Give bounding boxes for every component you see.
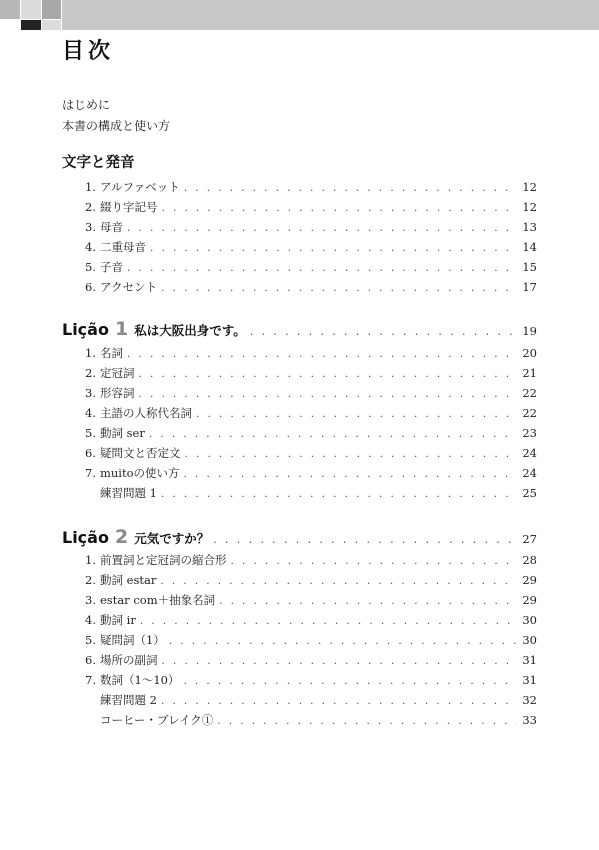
entry-page: 31 xyxy=(522,673,537,687)
entry-text: 前置詞と定冠詞の縮合形 xyxy=(100,553,227,567)
entry-page: 31 xyxy=(522,653,537,667)
lesson-2-heading[interactable] xyxy=(62,526,537,548)
lesson-title: 元気ですか？ xyxy=(134,531,210,546)
entry-text: コーヒー・ブレイク① xyxy=(100,713,214,727)
decor-square xyxy=(42,20,61,30)
toc-entry[interactable] xyxy=(62,385,537,403)
entry-text: 二重母音 xyxy=(100,240,146,254)
entry-page: 25 xyxy=(522,486,537,500)
decor-square xyxy=(42,0,61,19)
entry-page: 13 xyxy=(522,220,537,234)
entry-page: 22 xyxy=(522,406,537,420)
dot-leader xyxy=(184,182,517,194)
entry-page: 17 xyxy=(522,280,537,294)
lesson-1-heading[interactable] xyxy=(62,318,537,340)
toc-entry[interactable] xyxy=(62,632,537,650)
entry-number: 6. xyxy=(85,653,96,667)
entry-text: 主語の人称代名詞 xyxy=(100,406,192,420)
entry-number: 7. xyxy=(85,466,96,480)
header-bar xyxy=(62,0,599,30)
dot-leader xyxy=(162,655,518,667)
toc-entry-exercise[interactable] xyxy=(62,485,537,503)
entry-text: 名詞 xyxy=(100,346,123,360)
entry-text: 動詞 ir xyxy=(100,613,136,627)
dot-leader xyxy=(149,428,517,440)
toc-entry[interactable] xyxy=(62,552,537,570)
dot-leader xyxy=(162,202,518,214)
toc-entry[interactable] xyxy=(62,425,537,443)
entry-number: 3. xyxy=(85,220,96,234)
toc-intro-how-to-use[interactable]: 本書の構成と使い方 xyxy=(62,119,171,133)
entry-number: 4. xyxy=(85,240,96,254)
toc-entry[interactable] xyxy=(62,445,537,463)
entry-number: 3. xyxy=(85,386,96,400)
page-title: 目次 xyxy=(62,39,115,64)
entry-number: 4. xyxy=(85,406,96,420)
dot-leader xyxy=(161,695,517,707)
entry-number: 6. xyxy=(85,446,96,460)
toc-entry[interactable] xyxy=(62,465,537,483)
entry-page: 21 xyxy=(522,366,537,380)
entry-number: 7. xyxy=(85,673,96,687)
toc-entry[interactable] xyxy=(62,612,537,630)
entry-text: 場所の副詞 xyxy=(100,653,158,667)
dot-leader xyxy=(196,408,517,420)
entry-text: 綴り字記号 xyxy=(100,200,158,214)
decor-square xyxy=(0,0,20,19)
entry-page: 30 xyxy=(522,613,537,627)
entry-text: 子音 xyxy=(100,260,123,274)
entry-page: 20 xyxy=(522,346,537,360)
dot-leader xyxy=(219,595,517,607)
entry-number: 5. xyxy=(85,260,96,274)
entry-page: 29 xyxy=(522,573,537,587)
entry-number: 1. xyxy=(85,180,96,194)
entry-page: 23 xyxy=(522,426,537,440)
toc-entry[interactable] xyxy=(62,259,537,277)
entry-number: 4. xyxy=(85,613,96,627)
dot-leader xyxy=(150,242,517,254)
toc-entry[interactable] xyxy=(62,179,537,197)
dot-leader xyxy=(184,468,517,480)
entry-page: 19 xyxy=(522,324,537,338)
entry-page: 28 xyxy=(522,553,537,567)
dot-leader xyxy=(185,448,518,460)
dot-leader xyxy=(127,222,517,234)
toc-entry[interactable] xyxy=(62,365,537,383)
entry-number: 5. xyxy=(85,633,96,647)
dot-leader xyxy=(169,635,517,647)
entry-page: 22 xyxy=(522,386,537,400)
entry-page: 29 xyxy=(522,593,537,607)
entry-number: 3. xyxy=(85,593,96,607)
entry-text: 母音 xyxy=(100,220,123,234)
toc-entry[interactable] xyxy=(62,592,537,610)
lesson-word: Lição xyxy=(62,320,109,339)
entry-page: 33 xyxy=(522,713,537,727)
entry-page: 30 xyxy=(522,633,537,647)
dot-leader xyxy=(127,348,517,360)
entry-page: 24 xyxy=(522,466,537,480)
dot-leader xyxy=(231,555,518,567)
dot-leader xyxy=(160,575,517,587)
lesson-number: 2 xyxy=(114,526,129,548)
entry-text: 動詞 estar xyxy=(100,573,157,587)
dot-leader xyxy=(161,488,517,500)
toc-entry[interactable] xyxy=(62,239,537,257)
dot-leader xyxy=(250,325,517,338)
entry-number: 2. xyxy=(85,573,96,587)
toc-entry[interactable] xyxy=(62,279,537,297)
entry-text: 数詞（1～10） xyxy=(100,673,180,687)
decor-square-dark xyxy=(21,20,41,30)
entry-text: 練習問題 2 xyxy=(100,693,157,707)
toc-entry[interactable] xyxy=(62,219,537,237)
toc-entry[interactable] xyxy=(62,652,537,670)
entry-text: アルファベット xyxy=(100,180,180,194)
toc-entry[interactable] xyxy=(62,345,537,363)
toc-entry[interactable] xyxy=(62,405,537,423)
entry-text: 疑問詞（1） xyxy=(100,633,165,647)
lesson-title: 私は大阪出身です。 xyxy=(134,323,246,338)
lesson-word: Lição xyxy=(62,528,109,547)
entry-text: 疑問文と否定文 xyxy=(100,446,181,460)
entry-text: 練習問題 1 xyxy=(100,486,157,500)
entry-number: 6. xyxy=(85,280,96,294)
toc-entry[interactable] xyxy=(62,672,537,690)
entry-page: 24 xyxy=(522,446,537,460)
entry-text: 形容詞 xyxy=(100,386,135,400)
entry-page: 32 xyxy=(522,693,537,707)
entry-number: 5. xyxy=(85,426,96,440)
entry-page: 12 xyxy=(522,200,537,214)
lesson-number: 1 xyxy=(114,318,129,340)
entry-number: 2. xyxy=(85,366,96,380)
decor-square xyxy=(21,0,41,19)
toc-intro-hajimeni[interactable]: はじめに xyxy=(62,98,111,112)
entry-text: estar com＋抽象名詞 xyxy=(100,593,216,607)
dot-leader xyxy=(140,615,517,627)
entry-page: 27 xyxy=(522,532,537,546)
dot-leader xyxy=(213,533,517,546)
toc-entry[interactable] xyxy=(62,199,537,217)
toc-entry-exercise[interactable] xyxy=(62,692,537,710)
entry-text: 定冠詞 xyxy=(100,366,135,380)
toc-entry-coffee-break[interactable] xyxy=(62,712,537,730)
dot-leader xyxy=(217,715,517,727)
entry-number: 1. xyxy=(85,553,96,567)
dot-leader xyxy=(139,388,518,400)
entry-page: 14 xyxy=(522,240,537,254)
entry-number: 1. xyxy=(85,346,96,360)
entry-page: 15 xyxy=(522,260,537,274)
entry-page: 12 xyxy=(522,180,537,194)
entry-text: muitoの使い方 xyxy=(100,466,180,480)
toc-entry[interactable] xyxy=(62,572,537,590)
section-title[interactable]: 文字と発音 xyxy=(62,155,135,171)
entry-text: 動詞 ser xyxy=(100,426,145,440)
dot-leader xyxy=(161,282,517,294)
dot-leader xyxy=(183,675,517,687)
entry-text: アクセント xyxy=(100,280,158,294)
dot-leader xyxy=(139,368,518,380)
entry-number: 2. xyxy=(85,200,96,214)
dot-leader xyxy=(127,262,517,274)
